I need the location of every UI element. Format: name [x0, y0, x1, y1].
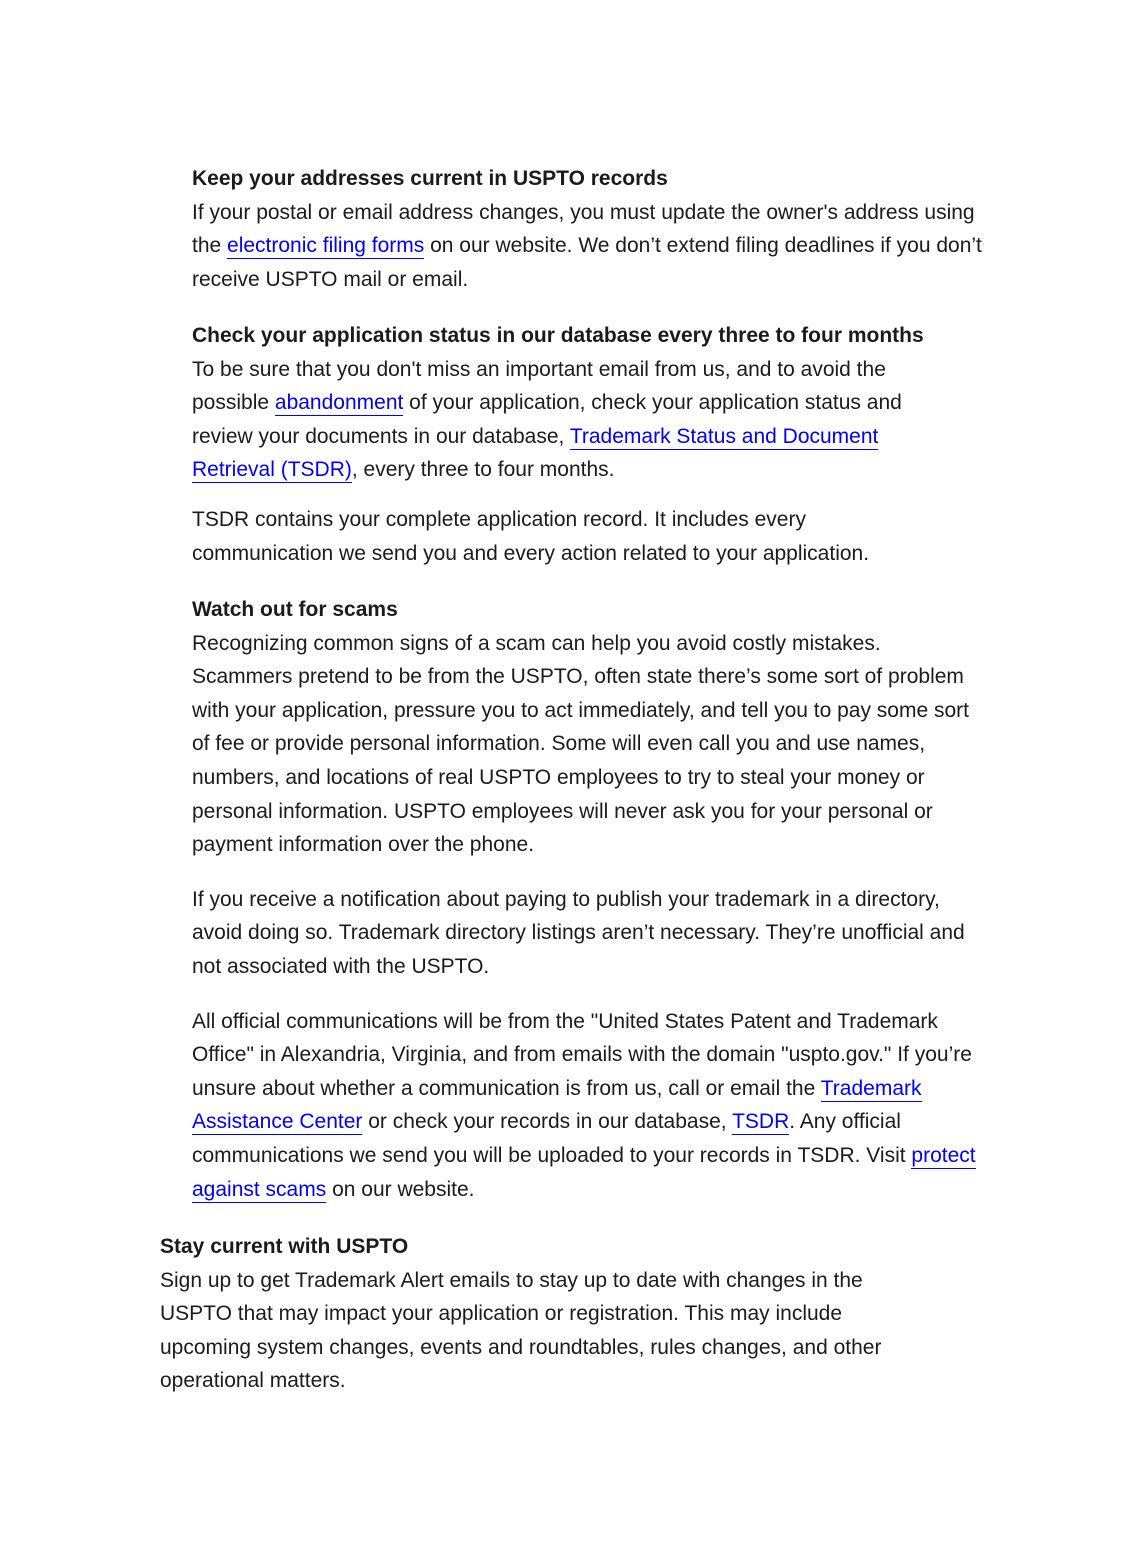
heading-stay-current: Stay current with USPTO — [160, 1235, 409, 1258]
paragraph-status — [192, 353, 952, 487]
section-addresses — [192, 162, 992, 296]
paragraph-stay-current: Sign up to get Trademark Alert emails to stay up to date with changes in the USPTO that may impact your application or registration. This may include upcoming system changes, events and roundtables, rules changes, and other operational matters. — [160, 1268, 882, 1393]
text: To be sure that you don't miss an important email from us, and to avoid the possible — [192, 357, 886, 415]
text: on our website. — [326, 1177, 475, 1201]
abandonment-link[interactable]: abandonment — [274, 391, 404, 415]
text: or check your records in our database, — [362, 1110, 733, 1134]
section-scams — [192, 593, 992, 1206]
text: . Any official communications we send you will be uploaded to your records in TSDR. Visit — [192, 1110, 912, 1167]
paragraph-scams-1: Recognizing common signs of a scam can help you avoid costly mistakes. Scammers pretend to be from the USPTO, often state there’s some sort of problem with your application, pressure you to act immediately, and tell you to pay some sort of fee or provide personal information. Some will even call you and use names, numbers, and locations of real USPTO employees to try to steal your money or personal information. USPTO employees will never ask you for your personal or payment information over the phone. — [192, 631, 969, 857]
heading-addresses: Keep your addresses current in USPTO records — [192, 167, 668, 190]
text: on our website. We don’t extend filing deadlines if you don’t receive USPTO mail or email. — [192, 234, 982, 291]
paragraph-scams-3 — [192, 1005, 982, 1207]
text: , every three to four months. — [351, 458, 615, 482]
paragraph-tsdr-info: TSDR contains your complete application record. It includes every communication we send you and every action related to your application. — [192, 507, 870, 565]
text: All official communications will be from the "United States Patent and Trademark Office" in Alexandria, Virginia, and from emails with the domain "uspto.gov." If you’re unsure about whether a communication is from us, call or email the — [192, 1009, 972, 1100]
section-status — [192, 319, 992, 570]
electronic-filing-forms-link[interactable]: electronic filing forms — [227, 234, 425, 258]
tsdr-full-link[interactable]: Trademark Status and Document Retrieval (TSDR) — [192, 424, 879, 482]
heading-status: Check your application status in our database every three to four months — [192, 324, 924, 347]
protect-against-scams-link[interactable]: protect against scams — [192, 1143, 976, 1201]
text: If your postal or email address changes, you must update the owner's address using the — [192, 200, 975, 258]
text: of your application, check your application status and review your documents in our database, — [192, 391, 902, 448]
heading-scams: Watch out for scams — [192, 598, 398, 621]
tsdr-link[interactable]: TSDR — [732, 1110, 790, 1134]
trademark-assistance-center-link[interactable]: Trademark Assistance Center — [192, 1076, 922, 1134]
paragraph-addresses — [192, 196, 992, 297]
paragraph-scams-2: If you receive a notification about paying to publish your trademark in a directory, avoid doing so. Trademark directory listings aren’t necessary. They’re unofficial and not associated with the USPTO. — [192, 887, 965, 978]
section-stay-current — [160, 1230, 960, 1398]
